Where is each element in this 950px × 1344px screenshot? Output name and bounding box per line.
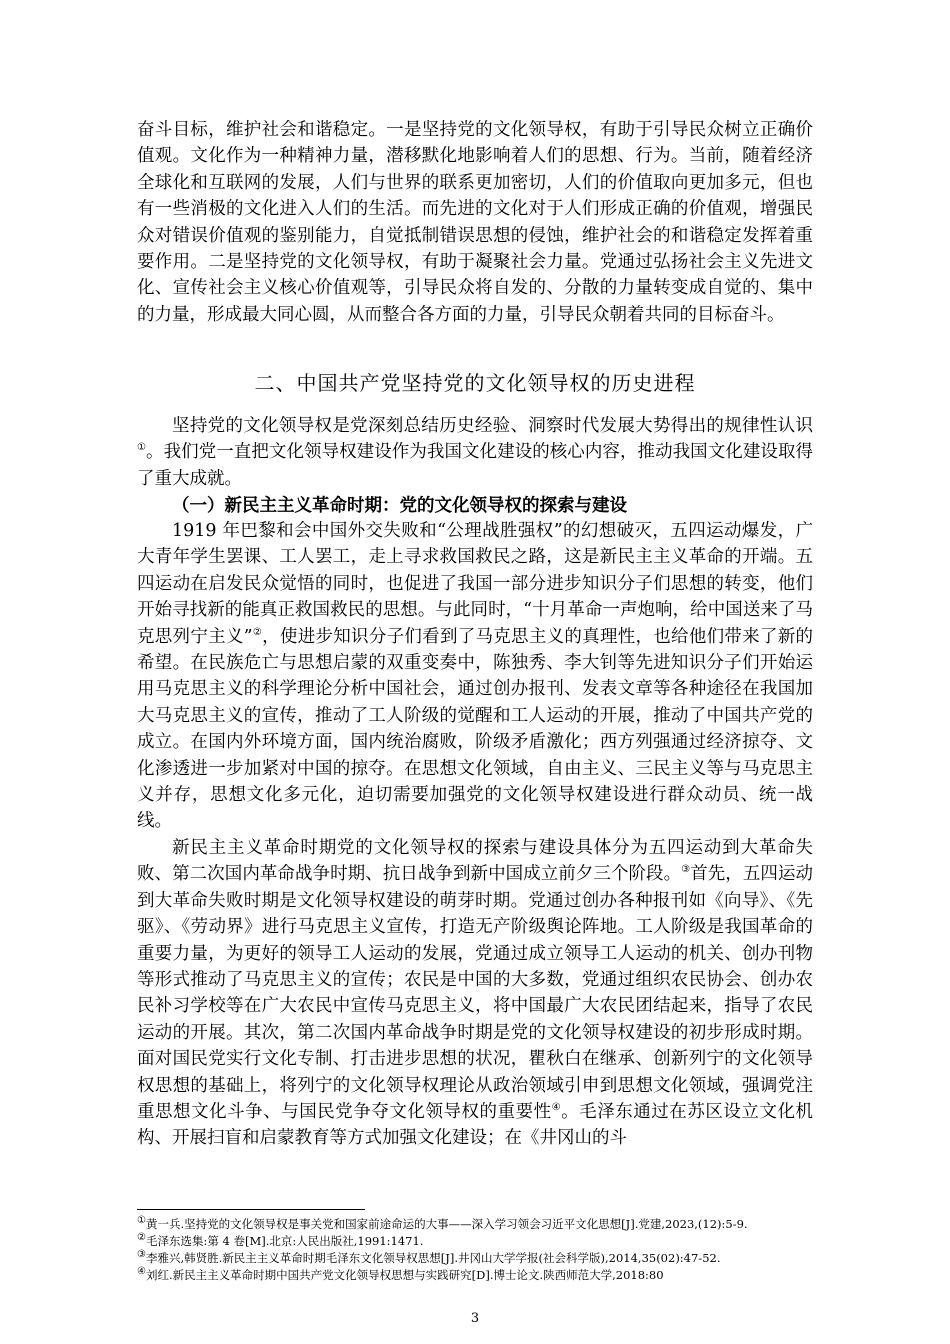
footnote-text: 黄一兵.坚持党的文化领导权是事关党和国家前途命运的大事——深入学习领会习近平文化思想[J].党建,2023,(12):5-9. — [145, 1217, 748, 1231]
footnote-mark: ② — [137, 1232, 146, 1244]
paragraph-2-text-cont: 首先，五四运动到大革命失败时期是文化领导权建设的萌芽时期。党通过创办各种报刊如《向导》、《先驱》、《劳动界》进行马克思主义宣传，打造无产阶级舆论阵地。工人阶级是我国革命的重要力量，为更好的领导工人运动的发展，党通过成立领导工人运动的机关、创办刊物等形式推动了马克思主义的宣传；农民是中国的大多数，党通过组织农民协会、创办农民补习学校等在广大农民中宣传马克思主义，将中国最广大农民团结起来，指导了农民运动的开展。其次，第二次国内革命战争时期是党的文化领导权建设的初步形成时期。面对国民党实行文化专制、打击进步思想的状况，瞿秋白在继承、创新列宁的文化领导权思想的基础上，将列宁的文化领导权理论从政治领域引申到思想文化领域，强调党注重思想文化斗争、与国民党争夺文化领导权的重要性 — [137, 864, 814, 1122]
paragraph-1 — [137, 518, 813, 835]
section-intro-paragraph — [137, 413, 813, 492]
section-intro-text-cont: 。我们党一直把文化领导权建设作为我国文化建设的核心内容，推动我国文化建设取得了重大成就。 — [137, 442, 814, 489]
footnote-text: 李雅兴,韩贤胜.新民主主义革命时期毛泽东文化领导权思想[J].井冈山大学学报(社会科学版),2014,35(02):47-52. — [145, 1251, 721, 1265]
paragraph-1-text: 1919 年巴黎和会中国外交失败和“公理战胜强权”的幻想破灭，五四运动爆发，广大青年学生罢课、工人罢工，走上寻求救国救民之路，这是新民主主义革命的开端。五四运动在启发民众觉悟的同时，也促进了我国一部分进步知识分子们思想的转变，他们开始寻找新的能真正救国救民的思想。与此同时，“十月革命一声炮响，给中国送来了马克思列宁主义” — [137, 521, 813, 647]
footnote-mark: ① — [137, 1215, 146, 1227]
intro-paragraph: 奋斗目标，维护社会和谐稳定。一是坚持党的文化领导权，有助于引导民众树立正确价值观。文化作为一种精神力量，潜移默化地影响着人们的思想、行为。当前，随着经济全球化和互联网的发展，人们与世界的联系更加密切，人们的价值取向更加多元，但也有一些消极的文化进入人们的生活。而先进的文化对于人们形成正确的价值观，增强民众对错误价值观的鉴别能力，自觉抵制错误思想的侵蚀，维护社会的和谐稳定发挥着重要作用。二是坚持党的文化领导权，有助于凝聚社会力量。党通过弘扬社会主义先进文化、宣传社会主义核心价值观等，引导民众将自发的、分散的力量转变成自觉的、集中的力量，形成最大同心圆，从而整合各方面的力量，引导民众朝着共同的目标奋斗。 — [137, 120, 813, 325]
section-heading: 二、中国共产党坚持党的文化领导权的历史进程 — [254, 371, 696, 395]
footnotes — [137, 1216, 813, 1284]
footnote-divider — [137, 1209, 365, 1210]
footnote-mark: ③ — [137, 1249, 146, 1261]
footnote-ref-1: ① — [137, 442, 147, 454]
footnote-text: 刘红.新民主主义革命时期中国共产党文化领导权思想与实践研究[D].博士论文.陕西师范大学,2018:80 — [145, 1268, 664, 1282]
subsection-heading: （一）新民主主义革命时期：党的文化领导权的探索与建设 — [172, 496, 627, 516]
page-number: 3 — [470, 1311, 480, 1326]
intro-block — [137, 117, 813, 328]
paragraph-2-text-end: 。毛泽东通过在苏区设立文化机构、开展扫盲和启蒙教育等方式加强文化建设；在《井冈山的斗 — [137, 1101, 814, 1149]
section-intro-text: 坚持党的文化领导权是党深刻总结历史经验、洞察时代发展大势得出的规律性认识 — [172, 416, 813, 436]
footnote-mark: ④ — [137, 1266, 146, 1278]
footnote-text: 毛泽东选集:第 4 卷[M].北京:人民出版社,1991:1471. — [145, 1234, 424, 1248]
paragraph-1-text-cont: ，使进步知识分子们看到了马克思主义的真理性，也给他们带来了新的希望。在民族危亡与思想启蒙的双重变奏中，陈独秀、李大钊等先进知识分子们开始运用马克思主义的科学理论分析中国社会，通过创办报刊、发表文章等各种途径在我国加大马克思主义的宣传，推动了工人阶级的觉醒和工人运动的开展，推动了中国共产党的成立。在国内外环境方面，国内统治腐败，阶级矛盾激化；西方列强通过经济掠夺、文化渗透进一步加紧对中国的掠夺。在思想文化领域，自由主义、三民主义等与马克思主义并存，思想文化多元化，迫切需要加强党的文化领导权建设进行群众动员、统一战线。 — [137, 626, 814, 832]
footnote-item — [137, 1216, 813, 1233]
footnote-item — [137, 1233, 813, 1250]
main-body-block — [137, 518, 813, 1152]
footnote-ref-2: ② — [252, 626, 263, 638]
paragraph-2 — [137, 835, 813, 1152]
footnote-item — [137, 1250, 813, 1267]
paragraph-2-text: 新民主主义革命时期党的文化领导权的探索与建设具体分为五四运动到大革命失败、第二次国内革命战争时期、抗日战争到新中国成立前夕三个阶段。 — [137, 837, 813, 885]
footnote-item — [137, 1267, 813, 1284]
footnote-ref-4: ④ — [551, 1102, 562, 1114]
section-intro-block — [137, 413, 813, 492]
footnote-ref-3: ③ — [681, 864, 691, 876]
